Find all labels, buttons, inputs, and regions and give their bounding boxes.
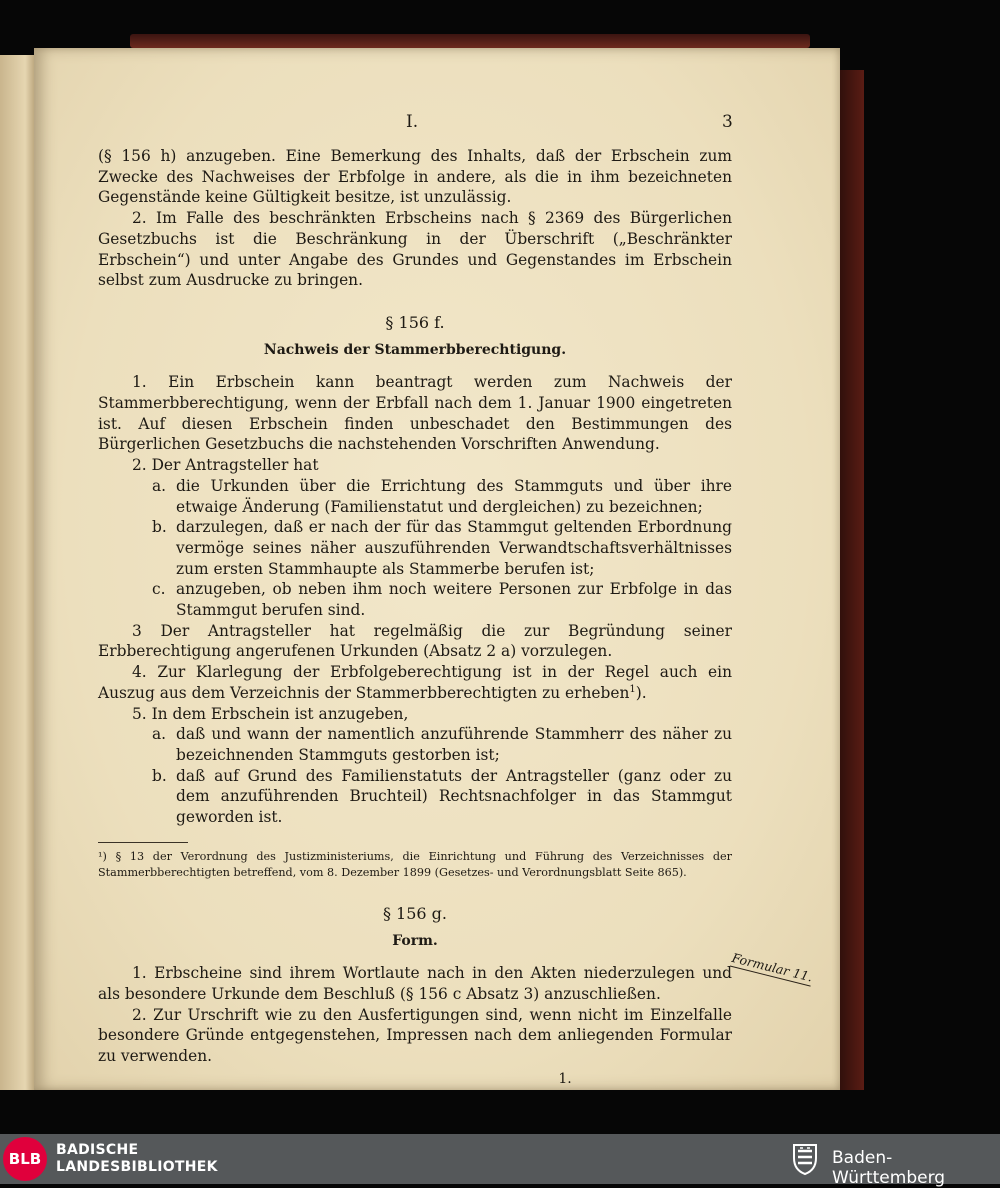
section-f-paragraph-3: 3 Der Antragsteller hat regelmäßig die zur Begründung seiner Erbberechtigung angerufenen Urkunden (Absatz 2 a) vorzulegen. <box>98 621 732 661</box>
list-item <box>98 476 732 517</box>
footnote-divider <box>98 842 188 843</box>
section-g-paragraph-2: 2. Zur Urschrift wie zu den Ausfertigungen sind, wenn nicht im Einzelfalle besondere Gründe entgegenstehen, Impressen nach dem anliegenden Formular zu verwenden. <box>98 1005 732 1066</box>
footnote-reference: 1 <box>629 683 636 695</box>
library-name-line-2: LANDESBIBLIOTHEK <box>56 1159 218 1175</box>
section-f-paragraph-2: 2. Der Antragsteller hat <box>132 456 319 475</box>
intro-paragraph-1: (§ 156 h) anzugeben. Eine Bemerkung des Inhalts, daß der Erbschein zum Zwecke des Nachweises der Erbfolge in andere, als die in ihm bezeichneten Gegenstände keine Gültigkeit besitze, ist unzulässig. <box>98 147 732 207</box>
coat-of-arms-icon <box>790 1142 820 1176</box>
list-item-text: daß und wann der namentlich anzuführende Stammherr des näher zu bezeichnenden Stammguts gestorben ist; <box>176 725 732 764</box>
section-f-heading: § 156 f. <box>385 312 445 332</box>
book-edge-right <box>836 70 864 1090</box>
section-g-title: Form. <box>392 932 438 949</box>
state-name[interactable]: Baden-Württemberg <box>832 1148 946 1188</box>
section-numeral: I. <box>406 112 419 132</box>
section-f-paragraph-5: 5. In dem Erbschein ist anzugeben, <box>132 704 409 723</box>
list-item-text: die Urkunden über die Errichtung des Stammguts und über ihre etwaige Änderung (Familienstatut und dergleichen) zu bezeichnen; <box>176 476 732 516</box>
margin-note: Formular 11. <box>730 950 815 985</box>
list-item-text: darzulegen, daß er nach der für das Stammgut geltenden Erbordnung vermöge seines näher auszuführenden Verwandtschaftsverhältnisses zum ersten Stammhaupte als Stammerbe berufen ist; <box>176 518 732 578</box>
list-item <box>98 579 732 620</box>
section-g-paragraph-1: 1. Erbscheine sind ihrem Wortlaute nach in den Akten niederzulegen und als besondere Urkunde dem Beschluß (§ 156 c Absatz 3) anzuschließen. <box>98 964 732 1003</box>
book-page <box>34 48 840 1090</box>
page-number: 3 <box>722 112 733 132</box>
section-g-heading: § 156 g. <box>382 903 448 923</box>
list-item <box>98 724 732 765</box>
intro-paragraph-2: 2. Im Falle des beschränkten Erbscheins nach § 2369 des Bürgerlichen Gesetzbuchs ist die Beschränkung in der Überschrift („Beschränkter Erbschein“) und unter Angabe des Grundes und Gegenstandes im Erbschein selbst zum Ausdrucke zu bringen. <box>98 209 732 290</box>
paragraph-4-end: ). <box>635 683 647 702</box>
list-item <box>98 517 732 579</box>
footnote <box>98 849 732 882</box>
blb-logo[interactable]: BLB <box>3 1137 47 1181</box>
list-item-label: c. <box>152 580 166 599</box>
list-item-text: daß auf Grund des Familienstatuts der Antragsteller (ganz oder zu dem anzuführenden Bruchteil) Rechtsnachfolger in das Stammgut geworden ist. <box>176 766 732 827</box>
list-item-label: b. <box>152 766 167 785</box>
footnote-marker: ¹) <box>98 849 107 863</box>
library-name-line-1: BADISCHE <box>56 1142 139 1158</box>
list-item-text: anzugeben, ob neben ihm noch weitere Personen zur Erbfolge in das Stammgut berufen sind. <box>176 580 732 620</box>
page-content <box>98 146 732 1089</box>
page-header <box>34 112 840 136</box>
footer-bar <box>0 1134 1000 1188</box>
list-item-label: a. <box>152 725 167 744</box>
left-page-edge <box>0 55 36 1090</box>
section-f-paragraph-4 <box>98 662 732 703</box>
section-f-paragraph-1: 1. Ein Erbschein kann beantragt werden zum Nachweis der Stammerbberechtigung, wenn der Erbfall nach dem 1. Januar 1900 eingetreten ist. Auf diesen Erbschein finden unbeschadet den Bestimmungen des Bürgerlichen Gesetzbuchs die nachstehenden Vorschriften Anwendung. <box>98 373 732 454</box>
list-item <box>98 766 732 828</box>
signature-mark: 1. <box>558 1070 572 1087</box>
list-item-label: a. <box>152 476 167 495</box>
section-f-title: Nachweis der Stammerbberechtigung. <box>263 341 567 358</box>
footnote-text: § 13 der Verordnung des Justizministeriums, die Einrichtung und Führung des Verzeichnisses der Stammerbberechtigten betreffend, vom 8. Dezember 1899 (Gesetzes- und Verordnungsblatt Seite 865). <box>98 849 732 880</box>
book-edge-top <box>130 34 810 48</box>
library-name[interactable] <box>56 1142 218 1176</box>
list-item-label: b. <box>152 518 167 537</box>
paragraph-4-text: 4. Zur Klarlegung der Erbfolgeberechtigung ist in der Regel auch ein Auszug aus dem Verzeichnis der Stammerbberechtigten zu erheben <box>98 663 732 702</box>
